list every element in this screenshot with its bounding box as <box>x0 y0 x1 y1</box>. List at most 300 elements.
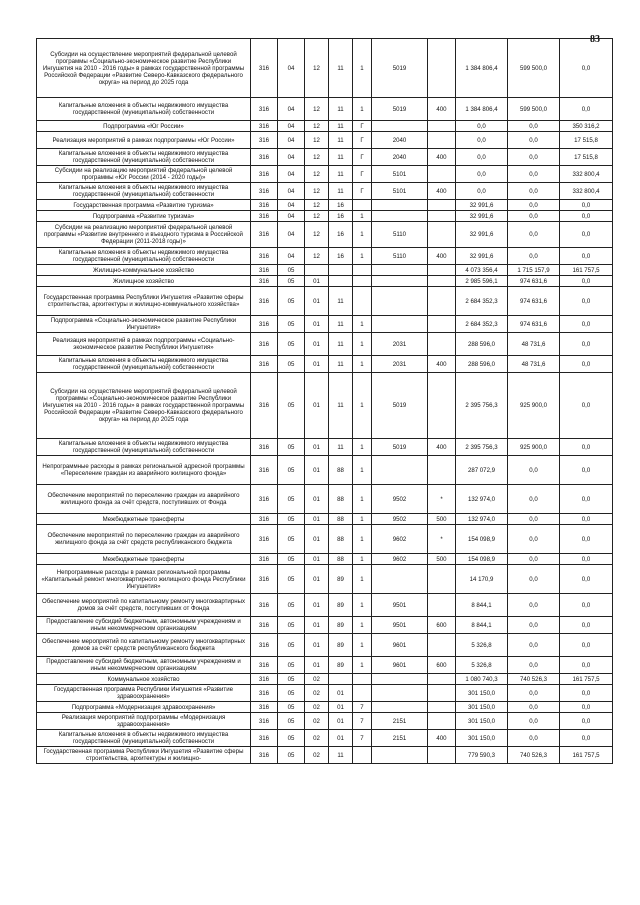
program-code: 11 <box>329 132 353 149</box>
section-code: 05 <box>278 514 305 525</box>
section-code: 05 <box>278 565 305 594</box>
amount-total: 2 684 352,3 <box>456 316 508 333</box>
subsection-code: 12 <box>305 39 329 98</box>
expense-type-code: 400 <box>428 730 456 747</box>
row-name: Реализация мероприятий в рамках подпрограммы «Юг России» <box>37 132 251 149</box>
expense-type-code: 600 <box>428 617 456 634</box>
grbs-code: 316 <box>251 149 278 166</box>
grbs-code: 316 <box>251 287 278 316</box>
amount-other: 161 757,5 <box>560 747 613 764</box>
row-name: Государственная программа «Развитие туризма» <box>37 200 251 211</box>
subprogram-code: Г <box>353 132 372 149</box>
row-name: Субсидии на осуществление мероприятий федеральной целевой программы «Социально-экономическое развитие Республики Ингушетия на 2010 - 2016 годы» в рамках государственной программы Российской Федерации «Развитие Северо-Кавказского федерального округа» на период до 2025 года <box>37 39 251 98</box>
amount-other: 0,0 <box>560 713 613 730</box>
amount-federal: 974 631,6 <box>508 316 560 333</box>
grbs-code: 316 <box>251 747 278 764</box>
direction-code: 5019 <box>372 373 428 439</box>
subsection-code: 01 <box>305 525 329 554</box>
grbs-code: 316 <box>251 685 278 702</box>
subprogram-code: 1 <box>353 554 372 565</box>
expense-type-code: 500 <box>428 514 456 525</box>
row-name: Непрограммные расходы в рамках региональной адресной программы «Переселение граждан из аварийного жилищного фонда» <box>37 456 251 485</box>
grbs-code: 316 <box>251 132 278 149</box>
subsection-code: 01 <box>305 456 329 485</box>
section-code: 05 <box>278 333 305 356</box>
amount-other: 332 800,4 <box>560 183 613 200</box>
program-code: 88 <box>329 525 353 554</box>
program-code: 88 <box>329 456 353 485</box>
program-code: 11 <box>329 39 353 98</box>
amount-other: 0,0 <box>560 439 613 456</box>
subprogram-code: 1 <box>353 222 372 248</box>
expense-type-code <box>428 713 456 730</box>
amount-other: 17 515,8 <box>560 132 613 149</box>
section-code: 04 <box>278 166 305 183</box>
program-code: 16 <box>329 200 353 211</box>
program-code: 11 <box>329 316 353 333</box>
amount-total: 2 684 352,3 <box>456 287 508 316</box>
grbs-code: 316 <box>251 456 278 485</box>
direction-code: 2040 <box>372 149 428 166</box>
expense-type-code: 400 <box>428 439 456 456</box>
direction-code <box>372 276 428 287</box>
subprogram-code: Г <box>353 149 372 166</box>
grbs-code: 316 <box>251 525 278 554</box>
amount-federal: 0,0 <box>508 657 560 674</box>
amount-total: 2 395 756,3 <box>456 439 508 456</box>
amount-federal: 0,0 <box>508 713 560 730</box>
table-row <box>37 565 613 594</box>
subsection-code: 01 <box>305 514 329 525</box>
expense-type-code <box>428 702 456 713</box>
amount-other: 0,0 <box>560 594 613 617</box>
table-row <box>37 456 613 485</box>
direction-code: 5019 <box>372 39 428 98</box>
direction-code <box>372 287 428 316</box>
section-code: 05 <box>278 287 305 316</box>
amount-other: 0,0 <box>560 98 613 121</box>
table-row <box>37 373 613 439</box>
row-name: Предоставление субсидий бюджетным, автономным учреждениям и иным некоммерческим организациям <box>37 657 251 674</box>
table-row <box>37 287 613 316</box>
amount-federal: 0,0 <box>508 222 560 248</box>
row-name: Реализация мероприятий подпрограммы «Модернизация здравоохранения» <box>37 713 251 730</box>
amount-federal: 740 526,3 <box>508 674 560 685</box>
section-code: 05 <box>278 356 305 373</box>
subsection-code: 02 <box>305 702 329 713</box>
grbs-code: 316 <box>251 222 278 248</box>
subsection-code: 01 <box>305 594 329 617</box>
subprogram-code: 1 <box>353 565 372 594</box>
amount-federal: 599 500,0 <box>508 98 560 121</box>
subsection-code: 12 <box>305 248 329 265</box>
grbs-code: 316 <box>251 485 278 514</box>
amount-other: 0,0 <box>560 657 613 674</box>
expense-type-code <box>428 565 456 594</box>
grbs-code: 316 <box>251 439 278 456</box>
section-code: 04 <box>278 183 305 200</box>
amount-federal: 0,0 <box>508 617 560 634</box>
amount-federal: 740 526,3 <box>508 747 560 764</box>
amount-other: 0,0 <box>560 634 613 657</box>
expense-type-code: 400 <box>428 183 456 200</box>
row-name: Жилищное хозяйство <box>37 276 251 287</box>
amount-other: 0,0 <box>560 525 613 554</box>
expense-type-code <box>428 747 456 764</box>
direction-code: 9601 <box>372 657 428 674</box>
page-number: 83 <box>590 34 600 45</box>
subprogram-code: Г <box>353 166 372 183</box>
section-code: 05 <box>278 439 305 456</box>
subsection-code: 12 <box>305 183 329 200</box>
subprogram-code: 1 <box>353 248 372 265</box>
table-row <box>37 747 613 764</box>
amount-total: 0,0 <box>456 149 508 166</box>
amount-federal: 974 631,6 <box>508 287 560 316</box>
direction-code <box>372 702 428 713</box>
grbs-code: 316 <box>251 634 278 657</box>
direction-code: 5110 <box>372 248 428 265</box>
amount-other: 0,0 <box>560 333 613 356</box>
amount-total: 32 991,6 <box>456 222 508 248</box>
amount-total: 779 590,3 <box>456 747 508 764</box>
table-row <box>37 333 613 356</box>
amount-federal: 1 715 157,9 <box>508 265 560 276</box>
expense-type-code <box>428 200 456 211</box>
section-code: 05 <box>278 485 305 514</box>
table-row <box>37 39 613 98</box>
amount-federal: 925 900,0 <box>508 373 560 439</box>
row-name: Подпрограмма «Модернизация здравоохранения» <box>37 702 251 713</box>
table-row <box>37 200 613 211</box>
grbs-code: 316 <box>251 674 278 685</box>
section-code: 05 <box>278 456 305 485</box>
amount-federal: 0,0 <box>508 121 560 132</box>
table-row <box>37 634 613 657</box>
section-code: 05 <box>278 702 305 713</box>
grbs-code: 316 <box>251 183 278 200</box>
direction-code: 5101 <box>372 183 428 200</box>
row-name: Подпрограмма «Юг России» <box>37 121 251 132</box>
program-code: 11 <box>329 166 353 183</box>
amount-other: 0,0 <box>560 211 613 222</box>
amount-total: 4 073 356,4 <box>456 265 508 276</box>
table-row <box>37 617 613 634</box>
program-code: 88 <box>329 514 353 525</box>
subprogram-code: 1 <box>353 373 372 439</box>
amount-federal: 0,0 <box>508 634 560 657</box>
amount-total: 0,0 <box>456 121 508 132</box>
program-code: 11 <box>329 747 353 764</box>
expense-type-code: 600 <box>428 657 456 674</box>
amount-federal: 0,0 <box>508 183 560 200</box>
grbs-code: 316 <box>251 276 278 287</box>
direction-code <box>372 211 428 222</box>
subsection-code: 02 <box>305 713 329 730</box>
row-name: Государственная программа Республики Ингушетия «Развитие здравоохранения» <box>37 685 251 702</box>
grbs-code: 316 <box>251 554 278 565</box>
amount-federal: 0,0 <box>508 730 560 747</box>
grbs-code: 316 <box>251 356 278 373</box>
program-code: 16 <box>329 222 353 248</box>
amount-federal: 0,0 <box>508 149 560 166</box>
section-code: 04 <box>278 132 305 149</box>
amount-other: 0,0 <box>560 456 613 485</box>
table-row <box>37 554 613 565</box>
subsection-code: 01 <box>305 276 329 287</box>
amount-other: 0,0 <box>560 730 613 747</box>
row-name: Субсидии на реализацию мероприятий федеральной целевой программы «Юг России (2014 - 2020 годы)» <box>37 166 251 183</box>
amount-other: 0,0 <box>560 200 613 211</box>
amount-other: 161 757,5 <box>560 265 613 276</box>
subprogram-code: Г <box>353 121 372 132</box>
expense-type-code: 400 <box>428 356 456 373</box>
subsection-code: 12 <box>305 166 329 183</box>
subsection-code: 01 <box>305 333 329 356</box>
expense-type-code <box>428 222 456 248</box>
subprogram-code <box>353 276 372 287</box>
amount-other: 0,0 <box>560 356 613 373</box>
amount-other: 0,0 <box>560 685 613 702</box>
direction-code: 9601 <box>372 634 428 657</box>
subsection-code: 12 <box>305 121 329 132</box>
direction-code: 2031 <box>372 333 428 356</box>
expense-type-code <box>428 456 456 485</box>
section-code: 05 <box>278 747 305 764</box>
subprogram-code: 1 <box>353 525 372 554</box>
amount-total: 301 150,0 <box>456 713 508 730</box>
expense-type-code <box>428 211 456 222</box>
row-name: Капитальные вложения в объекты недвижимого имущества государственной (муниципальной) собственности <box>37 149 251 166</box>
subprogram-code: 1 <box>353 316 372 333</box>
direction-code: 9502 <box>372 514 428 525</box>
section-code: 05 <box>278 674 305 685</box>
section-code: 04 <box>278 200 305 211</box>
amount-total: 14 170,9 <box>456 565 508 594</box>
expense-type-code <box>428 121 456 132</box>
subprogram-code: 1 <box>353 333 372 356</box>
amount-federal: 0,0 <box>508 211 560 222</box>
grbs-code: 316 <box>251 657 278 674</box>
program-code <box>329 265 353 276</box>
subprogram-code: 1 <box>353 439 372 456</box>
table-row <box>37 485 613 514</box>
row-name: Государственная программа Республики Ингушетия «Развитие сферы строительства, архитектуры и жилищно-коммунального хозяйства» <box>37 287 251 316</box>
table-row <box>37 439 613 456</box>
expense-type-code <box>428 265 456 276</box>
amount-federal: 0,0 <box>508 554 560 565</box>
subprogram-code: Г <box>353 183 372 200</box>
program-code: 89 <box>329 594 353 617</box>
subprogram-code: 1 <box>353 594 372 617</box>
direction-code: 5019 <box>372 439 428 456</box>
amount-other: 0,0 <box>560 248 613 265</box>
grbs-code: 316 <box>251 265 278 276</box>
row-name: Подпрограмма «Развитие туризма» <box>37 211 251 222</box>
row-name: Жилищно-коммунальное хозяйство <box>37 265 251 276</box>
subprogram-code: 1 <box>353 356 372 373</box>
row-name: Капитальные вложения в объекты недвижимого имущества государственной (муниципальной) собственности <box>37 356 251 373</box>
amount-federal: 48 731,6 <box>508 356 560 373</box>
row-name: Капитальные вложения в объекты недвижимого имущества государственной (муниципальной) собственности <box>37 98 251 121</box>
grbs-code: 316 <box>251 617 278 634</box>
subsection-code: 01 <box>305 634 329 657</box>
expense-type-code <box>428 674 456 685</box>
amount-other: 0,0 <box>560 617 613 634</box>
table-row <box>37 674 613 685</box>
direction-code: 9602 <box>372 525 428 554</box>
section-code: 04 <box>278 222 305 248</box>
subprogram-code <box>353 674 372 685</box>
subsection-code: 01 <box>305 287 329 316</box>
subsection-code: 02 <box>305 685 329 702</box>
amount-total: 132 974,0 <box>456 514 508 525</box>
subsection-code <box>305 265 329 276</box>
amount-total: 5 326,8 <box>456 657 508 674</box>
table-row <box>37 525 613 554</box>
grbs-code: 316 <box>251 166 278 183</box>
amount-other: 332 800,4 <box>560 166 613 183</box>
expense-type-code: 400 <box>428 98 456 121</box>
direction-code <box>372 456 428 485</box>
amount-total: 32 991,6 <box>456 211 508 222</box>
row-name: Капитальные вложения в объекты недвижимого имущества государственной (муниципальной) собственности <box>37 439 251 456</box>
subsection-code: 01 <box>305 485 329 514</box>
amount-other: 0,0 <box>560 39 613 98</box>
direction-code: 9602 <box>372 554 428 565</box>
section-code: 04 <box>278 98 305 121</box>
direction-code: 2031 <box>372 356 428 373</box>
row-name: Реализация мероприятий в рамках подпрограммы «Социально-экономическое развитие Республики Ингушетия» <box>37 333 251 356</box>
subprogram-code: 7 <box>353 713 372 730</box>
program-code: 01 <box>329 702 353 713</box>
direction-code: 5101 <box>372 166 428 183</box>
amount-federal: 974 631,6 <box>508 276 560 287</box>
amount-other: 0,0 <box>560 702 613 713</box>
program-code: 89 <box>329 617 353 634</box>
expense-type-code <box>428 316 456 333</box>
subprogram-code <box>353 685 372 702</box>
amount-federal: 0,0 <box>508 565 560 594</box>
amount-total: 301 150,0 <box>456 702 508 713</box>
section-code: 04 <box>278 211 305 222</box>
amount-federal: 0,0 <box>508 685 560 702</box>
expense-type-code: * <box>428 485 456 514</box>
grbs-code: 316 <box>251 713 278 730</box>
program-code: 11 <box>329 149 353 166</box>
expense-type-code <box>428 373 456 439</box>
section-code: 05 <box>278 634 305 657</box>
amount-federal: 48 731,6 <box>508 333 560 356</box>
subsection-code: 02 <box>305 730 329 747</box>
subsection-code: 02 <box>305 674 329 685</box>
section-code: 05 <box>278 685 305 702</box>
subprogram-code <box>353 200 372 211</box>
section-code: 04 <box>278 248 305 265</box>
amount-federal: 0,0 <box>508 456 560 485</box>
amount-total: 8 844,1 <box>456 617 508 634</box>
direction-code <box>372 747 428 764</box>
program-code <box>329 674 353 685</box>
section-code: 05 <box>278 316 305 333</box>
grbs-code: 316 <box>251 316 278 333</box>
row-name: Коммунальное хозяйство <box>37 674 251 685</box>
expense-type-code <box>428 594 456 617</box>
subprogram-code: 1 <box>353 98 372 121</box>
program-code <box>329 276 353 287</box>
program-code: 89 <box>329 565 353 594</box>
subprogram-code: 1 <box>353 514 372 525</box>
section-code: 05 <box>278 617 305 634</box>
grbs-code: 316 <box>251 211 278 222</box>
amount-total: 1 080 740,3 <box>456 674 508 685</box>
section-code: 05 <box>278 594 305 617</box>
amount-other: 161 757,5 <box>560 674 613 685</box>
program-code: 11 <box>329 333 353 356</box>
grbs-code: 316 <box>251 333 278 356</box>
table-row <box>37 265 613 276</box>
expense-type-code <box>428 685 456 702</box>
subprogram-code: 1 <box>353 456 372 485</box>
amount-federal: 0,0 <box>508 702 560 713</box>
amount-other: 0,0 <box>560 565 613 594</box>
row-name: Подпрограмма «Социально-экономическое развитие Республики Ингушетия» <box>37 316 251 333</box>
subprogram-code: 1 <box>353 211 372 222</box>
row-name: Обеспечение мероприятий по капитальному ремонту многоквартирных домов за счёт средств республиканского бюджета <box>37 634 251 657</box>
amount-total: 1 384 806,4 <box>456 98 508 121</box>
expense-type-code <box>428 634 456 657</box>
amount-total: 132 974,0 <box>456 485 508 514</box>
expense-type-code: 400 <box>428 149 456 166</box>
table-row <box>37 730 613 747</box>
section-code: 04 <box>278 39 305 98</box>
direction-code <box>372 565 428 594</box>
direction-code: 2040 <box>372 132 428 149</box>
subsection-code: 01 <box>305 554 329 565</box>
row-name: Обеспечение мероприятий по переселению граждан из аварийного жилищного фонда за счёт средств республиканского бюджета <box>37 525 251 554</box>
amount-total: 5 326,8 <box>456 634 508 657</box>
section-code: 05 <box>278 730 305 747</box>
subprogram-code: 1 <box>353 634 372 657</box>
program-code: 88 <box>329 485 353 514</box>
grbs-code: 316 <box>251 121 278 132</box>
subsection-code: 01 <box>305 373 329 439</box>
expense-type-code: 500 <box>428 554 456 565</box>
amount-other: 0,0 <box>560 316 613 333</box>
amount-total: 2 395 756,3 <box>456 373 508 439</box>
table-row <box>37 248 613 265</box>
grbs-code: 316 <box>251 39 278 98</box>
grbs-code: 316 <box>251 248 278 265</box>
amount-total: 301 150,0 <box>456 730 508 747</box>
expense-type-code <box>428 132 456 149</box>
section-code: 05 <box>278 525 305 554</box>
row-name: Капитальные вложения в объекты недвижимого имущества государственной (муниципальной) собственности <box>37 730 251 747</box>
amount-federal: 0,0 <box>508 132 560 149</box>
direction-code <box>372 316 428 333</box>
table-row <box>37 713 613 730</box>
amount-federal: 0,0 <box>508 485 560 514</box>
section-code: 05 <box>278 265 305 276</box>
table-row <box>37 594 613 617</box>
program-code: 16 <box>329 211 353 222</box>
program-code: 11 <box>329 98 353 121</box>
expense-type-code: * <box>428 525 456 554</box>
row-name: Межбюджетные трансферты <box>37 514 251 525</box>
table-row <box>37 132 613 149</box>
amount-federal: 0,0 <box>508 514 560 525</box>
program-code: 11 <box>329 356 353 373</box>
